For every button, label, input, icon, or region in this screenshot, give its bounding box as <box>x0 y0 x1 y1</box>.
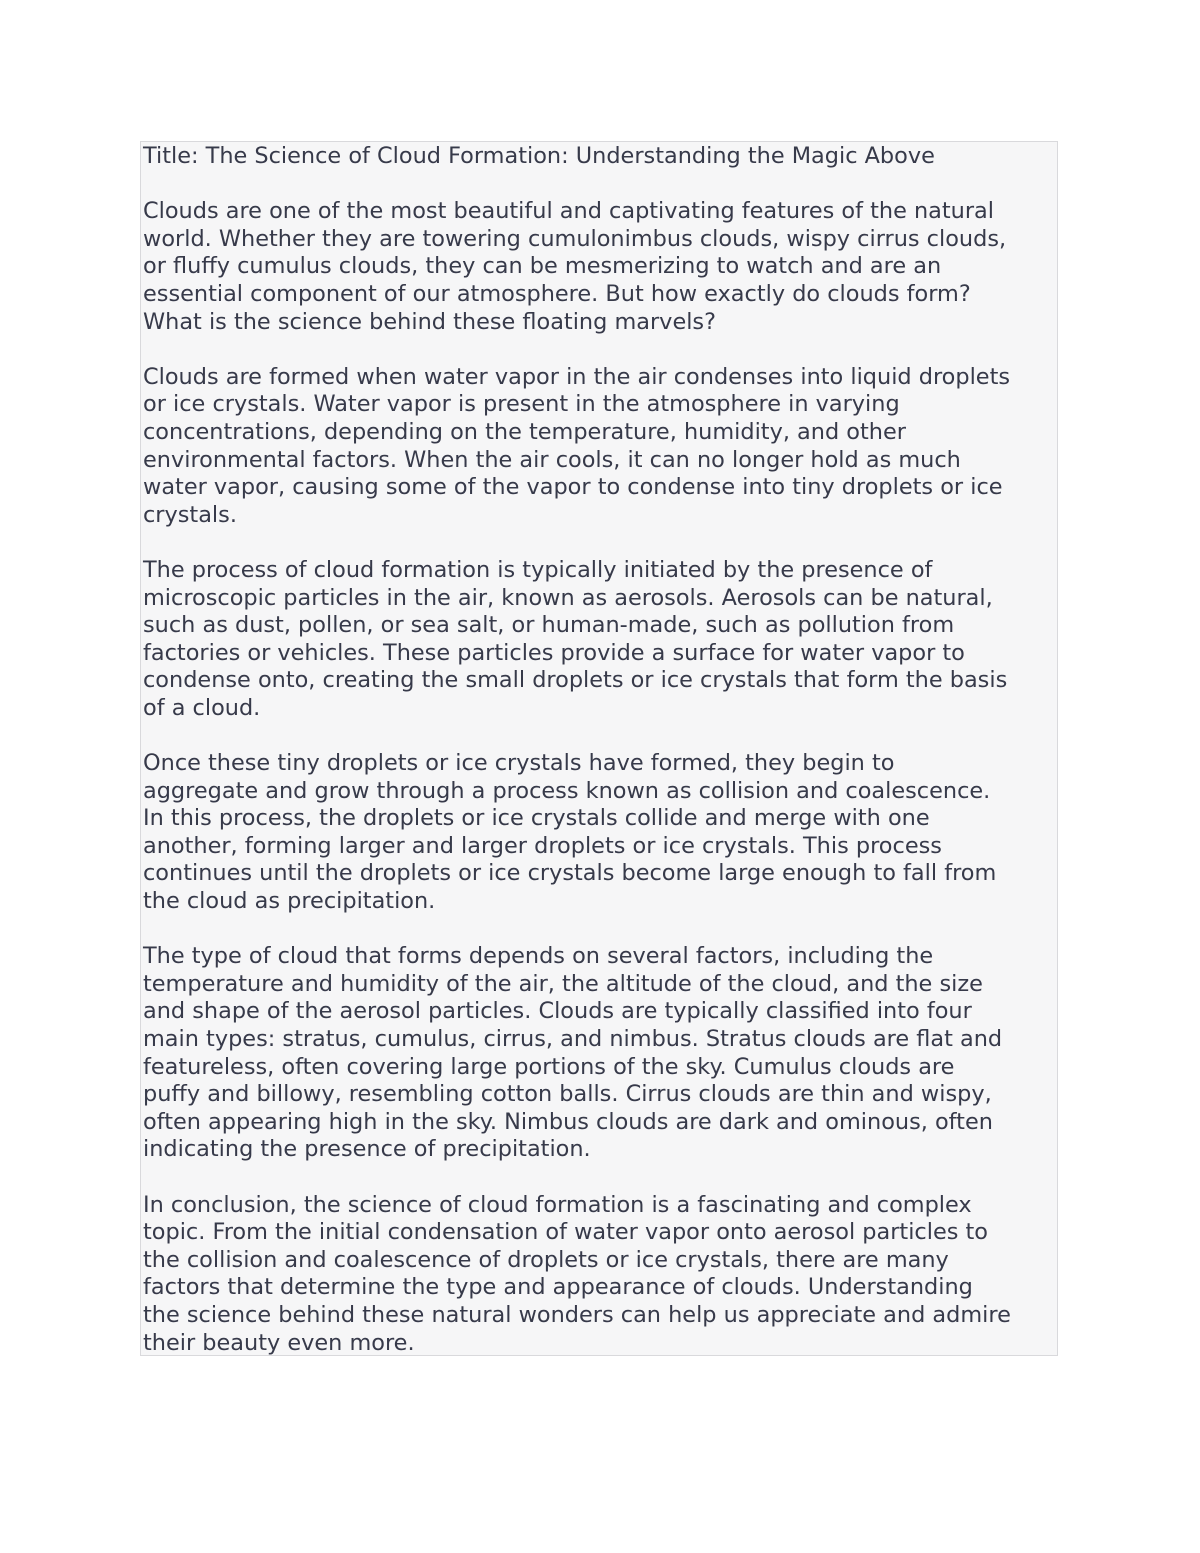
document-text-box <box>140 141 1058 1356</box>
paragraph-line: condense onto, creating the small droplets or ice crystals that form the basis <box>143 667 1008 694</box>
paragraph-line: The process of cloud formation is typically initiated by the presence of <box>143 556 933 583</box>
paragraph-line: crystals. <box>143 501 237 528</box>
paragraph-coalescence <box>143 750 1057 916</box>
paragraph-line: such as dust, pollen, or sea salt, or human-made, such as pollution from <box>143 612 955 639</box>
paragraph-line: the science behind these natural wonders can help us appreciate and admire <box>143 1301 1011 1328</box>
paragraph-line: topic. From the initial condensation of water vapor onto aerosol particles to <box>143 1219 988 1246</box>
paragraph-cloud-types <box>143 943 1057 1164</box>
paragraph-line: the cloud as precipitation. <box>143 888 436 915</box>
paragraph-line: water vapor, causing some of the vapor to condense into tiny droplets or ice <box>143 474 1003 501</box>
paragraph-line: the collision and coalescence of droplets or ice crystals, there are many <box>143 1246 949 1273</box>
paragraph-line: of a cloud. <box>143 694 261 721</box>
document-title: Title: The Science of Cloud Formation: Understanding the Magic Above <box>143 143 935 169</box>
paragraph-line: another, forming larger and larger droplets or ice crystals. This process <box>143 832 942 859</box>
paragraph-formation <box>143 364 1057 530</box>
paragraph-line: Clouds are one of the most beautiful and captivating features of the natural <box>143 198 994 225</box>
paragraph-line: environmental factors. When the air cools, it can no longer hold as much <box>143 446 961 473</box>
paragraph-line: temperature and humidity of the air, the altitude of the cloud, and the size <box>143 970 983 997</box>
paragraph-line: factors that determine the type and appearance of clouds. Understanding <box>143 1274 973 1301</box>
paragraph-line: main types: stratus, cumulus, cirrus, and nimbus. Stratus clouds are flat and <box>143 1026 1003 1052</box>
paragraph-line: and shape of the aerosol particles. Clouds are typically classified into four <box>143 998 972 1025</box>
paragraph-line: or ice crystals. Water vapor is present in the atmosphere in varying <box>143 391 900 418</box>
paragraph-conclusion <box>143 1192 1057 1358</box>
paragraph-line: indicating the presence of precipitation. <box>143 1136 591 1163</box>
paragraph-line: Clouds are formed when water vapor in the air condenses into liquid droplets <box>143 363 1011 390</box>
paragraph-line: featureless, often covering large portions of the sky. Cumulus clouds are <box>143 1053 955 1080</box>
paragraph-line: puffy and billowy, resembling cotton balls. Cirrus clouds are thin and wispy, <box>143 1081 992 1108</box>
paragraph-line: or fluffy cumulus clouds, they can be mesmerizing to watch and are an <box>143 253 942 280</box>
paragraph-aerosols <box>143 557 1057 723</box>
paragraph-line: Once these tiny droplets or ice crystals have formed, they begin to <box>143 750 895 777</box>
title-paragraph <box>143 143 1057 171</box>
paragraph-line: In this process, the droplets or ice crystals collide and merge with one <box>143 805 930 832</box>
paragraph-line: world. Whether they are towering cumulonimbus clouds, wispy cirrus clouds, <box>143 225 1007 252</box>
paragraph-intro <box>143 198 1057 336</box>
paragraph-line: essential component of our atmosphere. But how exactly do clouds form? <box>143 280 971 307</box>
paragraph-line: their beauty even more. <box>143 1329 415 1356</box>
paragraph-line: aggregate and grow through a process known as collision and coalescence. <box>143 777 991 804</box>
paragraph-line: factories or vehicles. These particles provide a surface for water vapor to <box>143 639 965 666</box>
paragraph-line: continues until the droplets or ice crystals become large enough to fall from <box>143 860 997 887</box>
paragraph-line: microscopic particles in the air, known as aerosols. Aerosols can be natural, <box>143 584 993 611</box>
paragraph-line: often appearing high in the sky. Nimbus clouds are dark and ominous, often <box>143 1108 993 1135</box>
paragraph-line: The type of cloud that forms depends on several factors, including the <box>143 943 934 970</box>
paragraph-line: What is the science behind these floating marvels? <box>143 308 716 335</box>
paragraph-line: concentrations, depending on the temperature, humidity, and other <box>143 418 906 445</box>
paragraph-line: In conclusion, the science of cloud formation is a fascinating and complex <box>143 1191 972 1218</box>
